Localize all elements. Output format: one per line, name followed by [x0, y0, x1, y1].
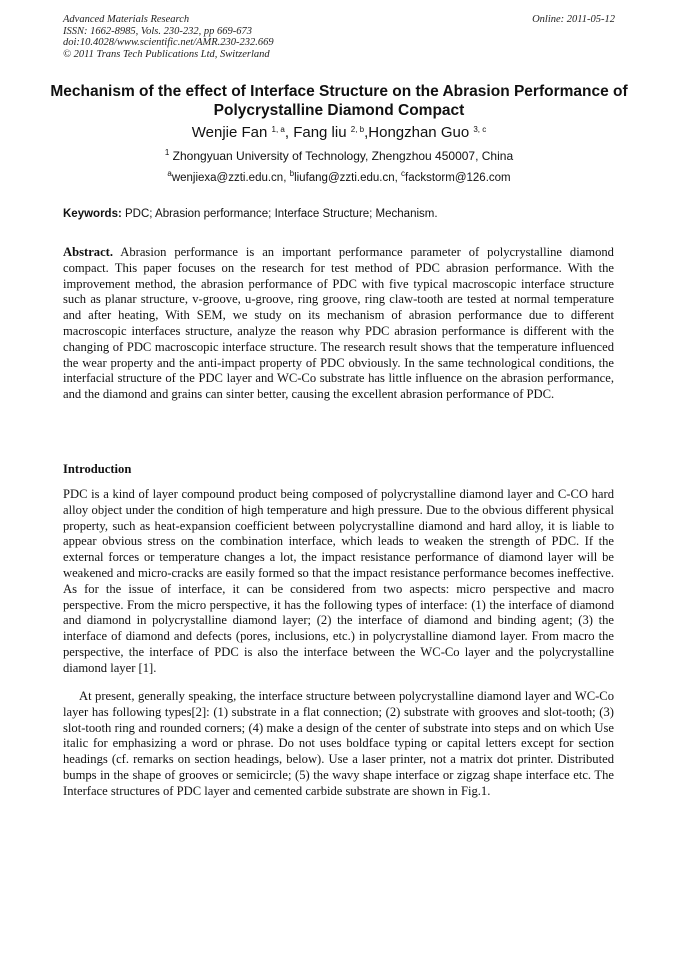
copyright-line: © 2011 Trans Tech Publications Ltd, Switzerland	[63, 48, 270, 60]
author-name: Fang liu	[293, 124, 347, 141]
author-name: Hongzhan Guo	[368, 124, 470, 141]
introduction-paragraph-2: At present, generally speaking, the interface structure between polycrystalline diamond layer and WC-Co layer has following types[2]: (1) substrate in a flat connection; (2) substrate with grooves and slot-tooth; (3) slot-tooth ring and rounded corners; (4) make a design of the center of substrate into steps and on which Use italic for emphasizing a word or phrase. Do not uses boldface typing or capital letters except for section headings (cf. remarks on section headings, below). Use a laser printer, not a matrix dot printer. Distributed bumps in the shape of grooves or semicircle; (5) the wavy shape interface or zigzag shape interface etc. The Interface structures of PDC layer and cemented carbide substrate are shown in Fig.1.	[63, 689, 614, 798]
author-name: Wenjie Fan	[191, 124, 268, 141]
email-link[interactable]: fackstorm@126.com	[405, 172, 511, 184]
section-heading-introduction: Introduction	[63, 462, 132, 476]
keywords	[63, 207, 615, 222]
keywords-text: PDC; Abrasion performance; Interface Structure; Mechanism.	[125, 208, 438, 220]
abstract-text: Abrasion performance is an important performance parameter of polycrystalline diamond compact. This paper focuses on the research for test method of PDC abrasion performance. With the improvement method, the abrasion performance of PDC with five typical macroscopic interface structure such as planar structure, v-groove, u-groove, ring groove, ring claw-tooth are tested at normal temperature and after heating, With SEM, we study on its mechanism of abrasion performance due to different macroscopic interfaces structure, analyze the reason why PDC abrasion performance is different with the changing of PDC macroscopic interface structure. The research result shows that the temperature influenced the wear property and the anti-impact property of PDC obviously. In the same technological conditions, the interfacial structure of the PDC layer and WC-Co substrate has little influence on the abrasion performance, and the diamond and grains can sinter better, causing the excellent abrasion performance of PDC.	[63, 245, 614, 402]
email-superscript: c	[401, 169, 405, 178]
email-list	[40, 171, 638, 186]
abstract	[63, 245, 614, 403]
email-link[interactable]: liufang@zzti.edu.cn,	[294, 172, 401, 184]
journal-header	[63, 14, 274, 60]
issn-line: ISSN: 1662-8985, Vols. 230-232, pp 669-673	[63, 25, 252, 37]
author-separator: ,	[364, 124, 369, 141]
affiliation	[40, 149, 638, 164]
affiliation-text: Zhongyuan University of Technology, Zhengzhou 450007, China	[172, 149, 514, 163]
author-superscript: 1, a	[271, 125, 285, 134]
author-superscript: 3, c	[473, 125, 487, 134]
introduction-paragraph-1: PDC is a kind of layer compound product being composed of polycrystalline diamond layer and C-CO hard alloy object under the condition of high temperature and high pressure. Due to the obvious different physical property, such as heat-expansion coefficient between polycrystalline diamond and hard alloy, it is liable to appear obvious stress on the combination interface, which leads to weaken the strength of PDC. If the external forces or temperature changes a lot, the impact resistance performance of diamond layer will be weakened and micro-cracks are easily formed so that the impact resistance performance becomes ineffective. As for the issue of interface, it can be considered from two aspects: micro perspective and macro perspective. From the micro perspective, it has the following types of interface: (1) the interface of diamond and diamond in polycrystalline diamond layer; (2) the interface of diamond and binding agent; (3) the interface of diamond and defects (pores, inclusions, etc.) in polycrystalline diamond layer. From macro the perspective, the interface of PDC is also the interface between the WC-Co layer and the polycrystalline diamond layer [1].	[63, 487, 614, 675]
paper-title: Mechanism of the effect of Interface Structure on the Abrasion Performance of Polycrystalline Diamond Compact	[50, 83, 628, 119]
affiliation-superscript: 1	[164, 148, 170, 157]
author-list	[40, 124, 638, 142]
online-date	[532, 14, 615, 26]
doi-line: doi:10.4028/www.scientific.net/AMR.230-232.669	[63, 37, 274, 48]
journal-name: Advanced Materials Research	[63, 14, 190, 25]
email-superscript: b	[289, 169, 295, 178]
email-superscript: a	[167, 169, 172, 178]
author-separator: ,	[284, 124, 294, 141]
keywords-label: Keywords:	[63, 208, 122, 220]
email-link[interactable]: wenjiexa@zzti.edu.cn,	[171, 172, 290, 184]
online-date-text: Online: 2011-05-12	[532, 14, 615, 25]
abstract-label: Abstract.	[63, 245, 114, 259]
author-superscript: 2, b	[350, 125, 365, 134]
